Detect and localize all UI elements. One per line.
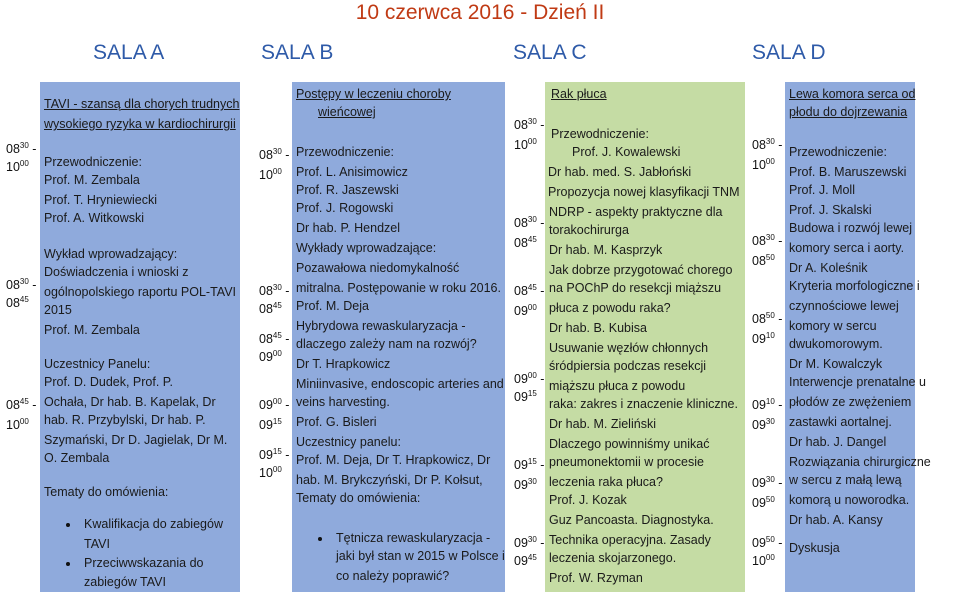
time-a3b: $10^{00}$ xyxy=(6,417,29,433)
sala-a-panel-line3: hab. R. Przybylski, Dr hab. P. xyxy=(44,413,206,427)
sala-a-lecture-speaker: Prof. M. Zembala xyxy=(44,323,140,337)
time-c2b: $08^{45}$ xyxy=(514,235,537,251)
sala-c-title: Rak płuca xyxy=(551,87,607,101)
time-c3b: $09^{00}$ xyxy=(514,303,537,319)
sala-b-chair-label: Przewodniczenie: xyxy=(296,145,394,159)
sala-b-lecture3-speaker: Prof. G. Bisleri xyxy=(296,415,377,429)
sala-a-lecture-line1: Doświadczenia i wnioski z xyxy=(44,265,189,279)
sala-d-title-line2: płodu do dojrzewania xyxy=(789,105,908,119)
room-header-a: SALA A xyxy=(93,41,165,64)
sala-b-panel-line2: hab. M. Brykczyński, Dr P. Kołsut, xyxy=(296,473,483,487)
sala-b-panel-label: Uczestnicy panelu: xyxy=(296,435,401,449)
time-b2: $08^{30}$ - xyxy=(259,283,290,299)
sala-a-bullet2b: zabiegów TAVI xyxy=(84,575,166,589)
sala-c-lecture2-speaker: Dr hab. M. Kasprzyk xyxy=(549,243,663,257)
time-c3: $08^{45}$ - xyxy=(514,283,545,299)
sala-d-lecture4-line1: Rozwiązania chirurgiczne xyxy=(789,455,931,469)
sala-c-lecture7-line1: Technika operacyjna. Zasady xyxy=(549,533,711,547)
sala-d-lecture1-line2: komory serca i aorty. xyxy=(789,241,905,255)
sala-d-chair-1: Prof. B. Maruszewski xyxy=(789,165,907,179)
sala-d-chair-label: Przewodniczenie: xyxy=(789,145,887,159)
sala-c-lecture1: Propozycja nowej klasyfikacji TNM xyxy=(548,185,740,199)
sala-a-chair-1: Prof. M. Zembala xyxy=(44,173,140,187)
sala-b-lecture1-line2: mitralna. Postępowanie w roku 2016. xyxy=(296,281,501,295)
sala-b-lecture2-line1: Hybrydowa rewaskularyzacja - xyxy=(296,319,466,333)
time-d6: $09^{50}$ - xyxy=(752,535,783,551)
sala-d-lecture4-line2: w sercu z małą lewą xyxy=(789,473,902,487)
sala-d-chair-2: Prof. J. Moll xyxy=(789,183,855,197)
time-b1: $08^{30}$ - xyxy=(259,147,290,163)
sala-d-lecture2-line2: czynnościowe lewej xyxy=(789,299,899,313)
time-c5b: $09^{30}$ xyxy=(514,477,537,493)
sala-a-lecture-line2: ogólnopolskiego raportu POL-TAVI xyxy=(44,285,237,299)
sala-a-chair-label: Przewodniczenie: xyxy=(44,155,142,169)
bullet-icon xyxy=(318,537,322,541)
sala-c-lecture6: Guz Pancoasta. Diagnostyka. xyxy=(549,513,714,527)
time-a2b: $08^{45}$ xyxy=(6,295,29,311)
sala-d-lecture1-line1: Budowa i rozwój lewej xyxy=(789,221,912,235)
sala-c-lecture3-line3: płuca z powodu raka? xyxy=(549,301,671,315)
sala-b-lecture3-line1: Miniinvasive, endoscopic arteries and xyxy=(296,377,504,391)
sala-c-lecture4-speaker: Dr hab. M. Zieliński xyxy=(549,417,656,431)
sala-c-chair-1: Prof. J. Kowalewski xyxy=(572,145,681,159)
time-c1: $08^{30}$ - xyxy=(514,117,545,133)
sala-a-bullet1b: TAVI xyxy=(84,537,110,551)
time-d2: $08^{30}$ - xyxy=(752,233,783,249)
time-a1b: $10^{00}$ xyxy=(6,159,29,175)
time-d5: $09^{30}$ - xyxy=(752,475,783,491)
time-b5: $09^{15}$ - xyxy=(259,447,290,463)
room-header-b: SALA B xyxy=(261,41,334,64)
sala-b-chair-4: Dr hab. P. Hendzel xyxy=(296,221,400,235)
sala-b-lecture1-line1: Pozawałowa niedomykalność xyxy=(296,261,460,275)
sala-d-lecture4-speaker: Dr hab. A. Kansy xyxy=(789,513,883,527)
time-c4: $09^{00}$ - xyxy=(514,371,545,387)
room-header-d: SALA D xyxy=(752,41,826,64)
sala-d-lecture2-line3: komory w sercu xyxy=(789,319,877,333)
sala-c-lecture5-line1: Dlaczego powinniśmy unikać xyxy=(549,437,710,451)
sala-b-title-line1: Postępy w leczeniu choroby xyxy=(296,87,451,101)
sala-a-panel-line2: Ochała, Dr hab. B. Kapelak, Dr xyxy=(44,395,216,409)
sala-b-bullet1-line3: co należy poprawić? xyxy=(336,569,450,583)
sala-d-lecture3-line1: Interwencje prenatalne u xyxy=(789,375,926,389)
time-a1: $08^{30}$ - xyxy=(6,141,37,157)
sala-c-lecture4-line2: śródpiersia podczas resekcji xyxy=(549,359,707,373)
sala-c-lecture7-line2: leczenia skojarzonego. xyxy=(549,551,677,565)
sala-c-lecture3-line1: Jak dobrze przygotować chorego xyxy=(549,263,733,277)
sala-d-lecture1-speaker: Dr A. Koleśnik xyxy=(789,261,868,275)
time-c2: $08^{30}$ - xyxy=(514,215,545,231)
sala-c-lecture7-speaker: Prof. W. Rzyman xyxy=(549,571,643,585)
time-c4b: $09^{15}$ xyxy=(514,389,537,405)
sala-a-bullet1: Kwalifikacja do zabiegów xyxy=(84,517,223,531)
sala-b-lecture2-speaker: Dr T. Hrapkowicz xyxy=(296,357,391,371)
time-d1b: $10^{00}$ xyxy=(752,157,775,173)
time-b4b: $09^{15}$ xyxy=(259,417,282,433)
sala-b-title-line2: wieńcowej xyxy=(318,105,376,119)
sala-d-title-line1: Lewa komora serca od xyxy=(789,87,916,101)
sala-a-panel-label: Uczestnicy Panelu: xyxy=(44,357,151,371)
sala-c-lecture5-speaker: Prof. J. Kozak xyxy=(549,493,627,507)
sala-a-panel-line5: O. Zembala xyxy=(44,451,110,465)
sala-d-lecture2-speaker: Dr M. Kowalczyk xyxy=(789,357,883,371)
sala-b-lecture1-speaker: Prof. M. Deja xyxy=(296,299,369,313)
time-b5b: $10^{00}$ xyxy=(259,465,282,481)
bullet-icon xyxy=(66,523,70,527)
sala-d-lecture3-line2: płodów ze zwężeniem xyxy=(789,395,912,409)
sala-c-lecture3-line2: na POChP do resekcji miąższu xyxy=(549,281,722,295)
sala-c-chair-label: Przewodniczenie: xyxy=(551,127,649,141)
sala-c-chair-2: Dr hab. med. S. Jabłoński xyxy=(548,165,692,179)
sala-a-lecture-label: Wykład wprowadzający: xyxy=(44,247,178,261)
sala-b-lecture3-line2: veins harvesting. xyxy=(296,395,390,409)
time-d6b: $10^{00}$ xyxy=(752,553,775,569)
sala-a-panel-line4: Szymański, Dr D. Jagielak, Dr M. xyxy=(44,433,228,447)
sala-b-lecture2-line2: dlaczego zależy nam na rozwój? xyxy=(296,337,477,351)
sala-b-panel-line1: Prof. M. Deja, Dr T. Hrapkowicz, Dr xyxy=(296,453,491,467)
sala-a-chair-2: Prof. T. Hryniewiecki xyxy=(44,193,157,207)
sala-b-bullet1-line1: Tętnicza rewaskularyzacja - xyxy=(336,531,491,545)
sala-c-lecture5-line3: leczenia raka płuca? xyxy=(549,475,663,489)
sala-c-lecture4-line1: Usuwanie węzłów chłonnych xyxy=(549,341,709,355)
time-c5: $09^{15}$ - xyxy=(514,457,545,473)
time-b3b: $09^{00}$ xyxy=(259,349,282,365)
sala-d-chair-3: Prof. J. Skalski xyxy=(789,203,872,217)
sala-c-lecture3-speaker: Dr hab. B. Kubisa xyxy=(549,321,647,335)
sala-a-bullet2: Przeciwwskazania do xyxy=(84,556,204,570)
time-c6b: $09^{45}$ xyxy=(514,553,537,569)
sala-c-lecture4-line3: miąższu płuca z powodu xyxy=(549,379,686,393)
time-a2: $08^{30}$ - xyxy=(6,277,37,293)
sala-b-topics-label: Tematy do omówienia: xyxy=(296,491,421,505)
time-d3b: $09^{10}$ xyxy=(752,331,775,347)
sala-a-title-line1: TAVI - szansą dla chorych trudnych xyxy=(44,97,240,111)
time-c6: $09^{30}$ - xyxy=(514,535,545,551)
sala-b-chair-1: Prof. L. Anisimowicz xyxy=(296,165,408,179)
sala-a-lecture-line3: 2015 xyxy=(44,303,72,317)
sala-d-discussion: Dyskusja xyxy=(789,541,840,555)
sala-d-lecture4-line3: komorą u noworodka. xyxy=(789,493,910,507)
page-title: 10 czerwca 2016 - Dzień II xyxy=(355,1,605,24)
sala-d-lecture2-line1: Kryteria morfologiczne i xyxy=(789,279,920,293)
sala-b-bullet1-line2: jaki był stan w 2015 w Polsce i xyxy=(336,549,505,563)
time-d4b: $09^{30}$ xyxy=(752,417,775,433)
time-c1b: $10^{00}$ xyxy=(514,137,537,153)
sala-c-lecture5-line2: pneumonektomii w procesie xyxy=(549,455,704,469)
time-b3: $08^{45}$ - xyxy=(259,331,290,347)
time-a3: $08^{45}$ - xyxy=(6,397,37,413)
time-d2b: $08^{50}$ xyxy=(752,253,775,269)
sala-c-lecture2-line1: NDRP - aspekty praktyczne dla xyxy=(549,205,723,219)
time-d5b: $09^{50}$ xyxy=(752,495,775,511)
time-b4: $09^{00}$ - xyxy=(259,397,290,413)
sala-d-lecture2-line4: dwukomorowym. xyxy=(789,337,883,351)
time-d3: $08^{50}$ - xyxy=(752,311,783,327)
bullet-icon xyxy=(66,562,70,566)
time-b2b: $08^{45}$ xyxy=(259,301,282,317)
sala-b-chair-2: Prof. R. Jaszewski xyxy=(296,183,399,197)
time-d1: $08^{30}$ - xyxy=(752,137,783,153)
sala-a-chair-3: Prof. A. Witkowski xyxy=(44,211,145,225)
sala-a-title-line2: wysokiego ryzyka w kardiochirurgii xyxy=(44,117,236,131)
sala-c-lecture2-line2: torakochirurga xyxy=(549,223,629,237)
sala-a-panel-line1: Prof. D. Dudek, Prof. P. xyxy=(44,375,173,389)
sala-b-chair-3: Prof. J. Rogowski xyxy=(296,201,394,215)
time-b1b: $10^{00}$ xyxy=(259,167,282,183)
sala-d-lecture3-speaker: Dr hab. J. Dangel xyxy=(789,435,887,449)
sala-a-topics-label: Tematy do omówienia: xyxy=(44,485,169,499)
sala-b-lectures-label: Wykłady wprowadzające: xyxy=(296,241,437,255)
time-d4: $09^{10}$ - xyxy=(752,397,783,413)
room-header-c: SALA C xyxy=(513,41,587,64)
sala-d-lecture3-line3: zastawki aortalnej. xyxy=(789,415,892,429)
sala-c-lecture4-line4: raka: zakres i znaczenie kliniczne. xyxy=(549,397,738,411)
